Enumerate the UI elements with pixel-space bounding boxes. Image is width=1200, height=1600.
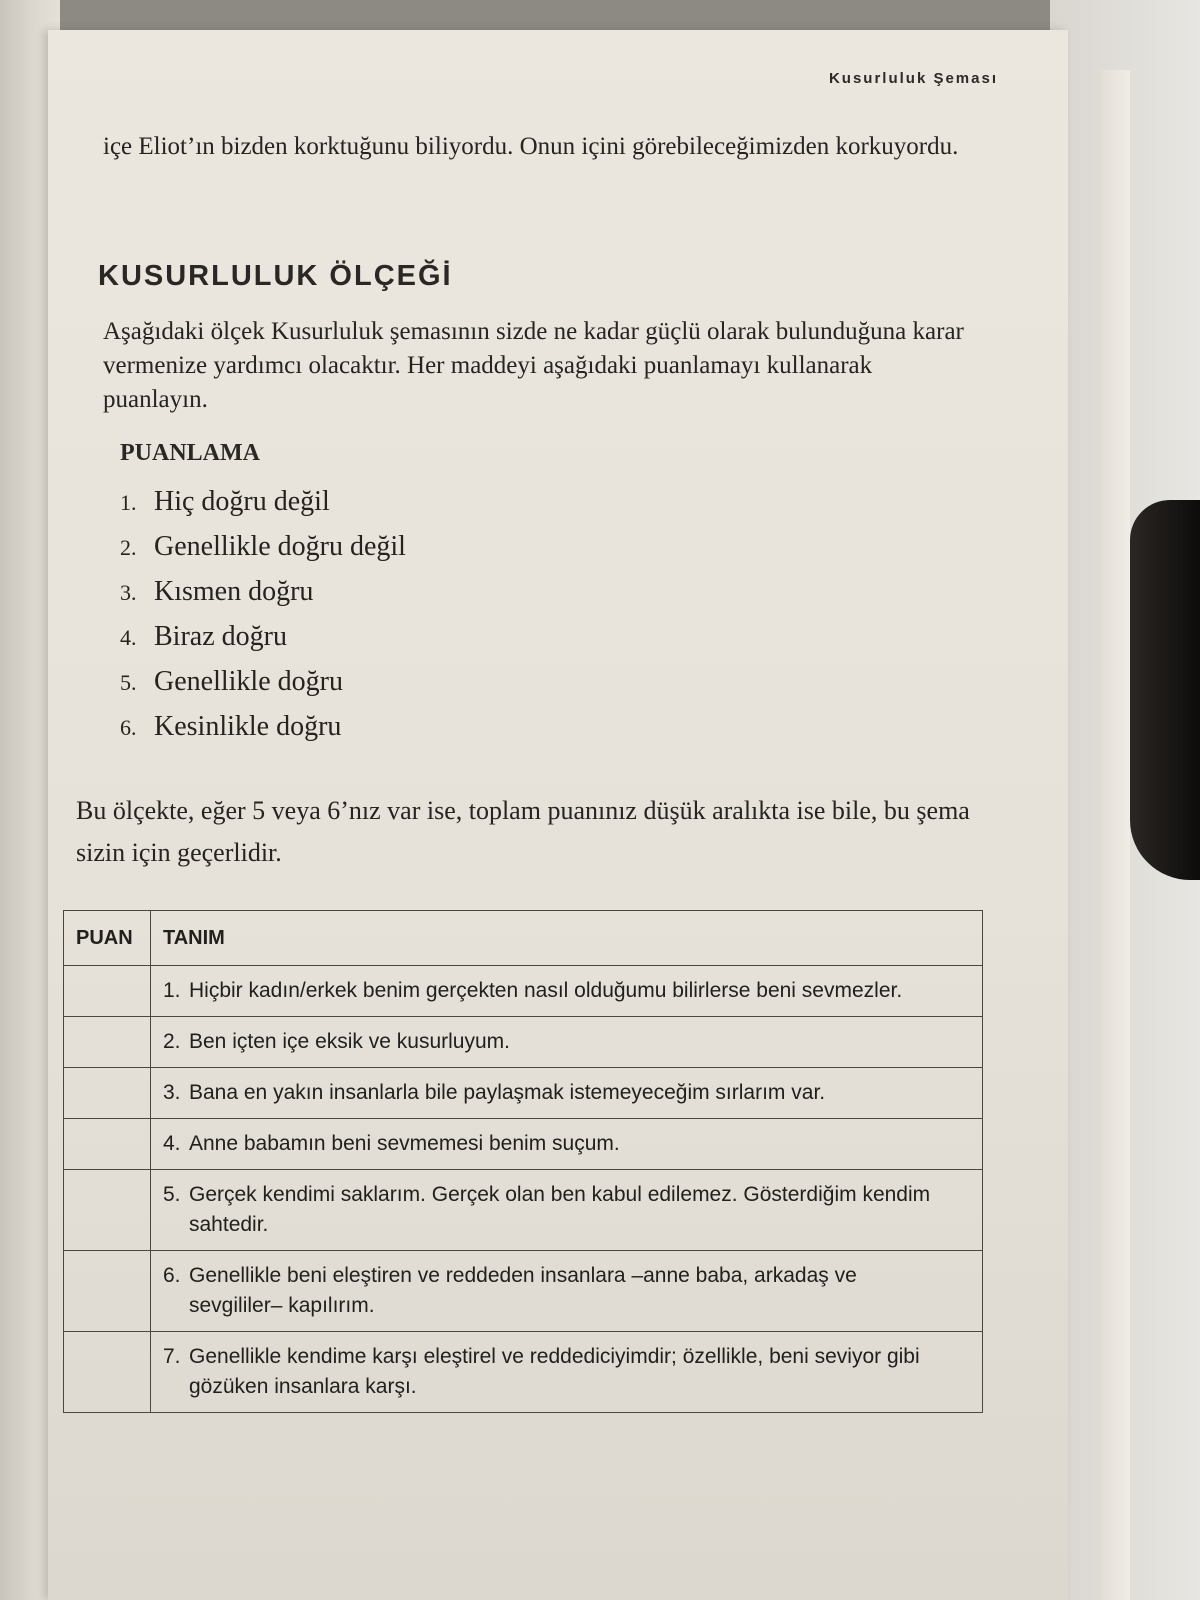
definition-cell	[151, 1332, 983, 1413]
item-text: Gerçek kendimi saklarım. Gerçek olan ben kabul edilemez. Gösterdiğim kendim sahtedir.	[189, 1183, 931, 1236]
book-page	[48, 30, 1068, 1600]
item-number: 1.	[163, 979, 181, 1002]
item-text: Bana en yakın insanlarla bile paylaşmak istemeyeceğim sırlarım var.	[189, 1081, 826, 1104]
scoring-item-label: Genellikle doğru değil	[154, 531, 406, 562]
note-paragraph: Bu ölçekte, eğer 5 veya 6’nız var ise, toplam puanınız düşük aralıkta ise bile, bu şema sizin için geçerlidir.	[76, 796, 970, 867]
score-cell[interactable]	[64, 1251, 151, 1332]
scoring-item-number: 2.	[120, 535, 137, 560]
table-header-row	[64, 911, 983, 966]
table-row	[64, 1119, 983, 1170]
item-number: 5.	[163, 1183, 181, 1206]
definition-cell	[151, 1170, 983, 1251]
page-edge	[1100, 70, 1130, 1600]
scoring-item-label: Hiç doğru değil	[154, 486, 330, 517]
definition-cell	[151, 966, 983, 1017]
item-text: Hiçbir kadın/erkek benim gerçekten nasıl olduğumu bilirlerse beni sevmezler.	[189, 979, 903, 1002]
table-row	[64, 1251, 983, 1332]
scoring-item	[120, 570, 406, 615]
scoring-list	[120, 480, 406, 750]
item-text: Anne babamın beni sevmemesi benim suçum.	[189, 1132, 620, 1155]
scoring-item	[120, 660, 406, 705]
definition-cell	[151, 1251, 983, 1332]
score-cell[interactable]	[64, 966, 151, 1017]
definition-cell	[151, 1068, 983, 1119]
item-number: 4.	[163, 1132, 181, 1155]
scoring-item-label: Kesinlikle doğru	[154, 711, 342, 742]
table-row	[64, 1068, 983, 1119]
defectiveness-scale-table	[63, 910, 983, 1413]
score-cell[interactable]	[64, 1068, 151, 1119]
definition-cell	[151, 1017, 983, 1068]
score-cell[interactable]	[64, 1170, 151, 1251]
scoring-item-number: 3.	[120, 580, 137, 605]
scoring-item-label: Genellikle doğru	[154, 666, 343, 697]
table-row	[64, 1332, 983, 1413]
scoring-item	[120, 705, 406, 750]
item-text: Genellikle beni eleştiren ve reddeden insanlara –anne baba, arkadaş ve sevgililer– kapılırım.	[189, 1264, 857, 1317]
scoring-item	[120, 615, 406, 660]
table-row	[64, 1170, 983, 1251]
header-score: PUAN	[64, 911, 151, 966]
running-head: Kusurluluk Şeması	[828, 70, 998, 87]
scoring-item-number: 1.	[120, 490, 137, 515]
score-cell[interactable]	[64, 1119, 151, 1170]
scoring-title: PUANLAMA	[120, 440, 260, 466]
scoring-item-label: Biraz doğru	[154, 621, 287, 652]
instructions-paragraph: Aşağıdaki ölçek Kusurluluk şemasının sizde ne kadar güçlü olarak bulunduğuna karar vermenize yardımcı olacaktır. Her maddeyi aşağıdaki puanlamayı kullanarak puanlayın.	[103, 318, 964, 413]
item-number: 3.	[163, 1081, 181, 1104]
scoring-item-number: 5.	[120, 670, 137, 695]
item-number: 2.	[163, 1030, 181, 1053]
dark-object	[1130, 500, 1200, 880]
header-definition: TANIM	[151, 911, 983, 966]
scoring-item	[120, 480, 406, 525]
scoring-item	[120, 525, 406, 570]
score-cell[interactable]	[64, 1017, 151, 1068]
item-text: Genellikle kendime karşı eleştirel ve reddediciyimdir; özellikle, beni seviyor gibi gözüken insanlara karşı.	[189, 1345, 920, 1398]
section-heading: KUSURLULUK ÖLÇEĞİ	[98, 260, 453, 292]
definition-cell	[151, 1119, 983, 1170]
table-row	[64, 966, 983, 1017]
score-cell[interactable]	[64, 1332, 151, 1413]
item-number: 7.	[163, 1345, 181, 1368]
item-text: Ben içten içe eksik ve kusurluyum.	[189, 1030, 510, 1053]
scoring-item-number: 4.	[120, 625, 137, 650]
scoring-item-label: Kısmen doğru	[154, 576, 314, 607]
table-row	[64, 1017, 983, 1068]
item-number: 6.	[163, 1264, 181, 1287]
scoring-item-number: 6.	[120, 715, 137, 740]
intro-paragraph: içe Eliot’ın bizden korktuğunu biliyordu. Onun içini görebileceğimizden korkuyordu.	[103, 133, 959, 160]
